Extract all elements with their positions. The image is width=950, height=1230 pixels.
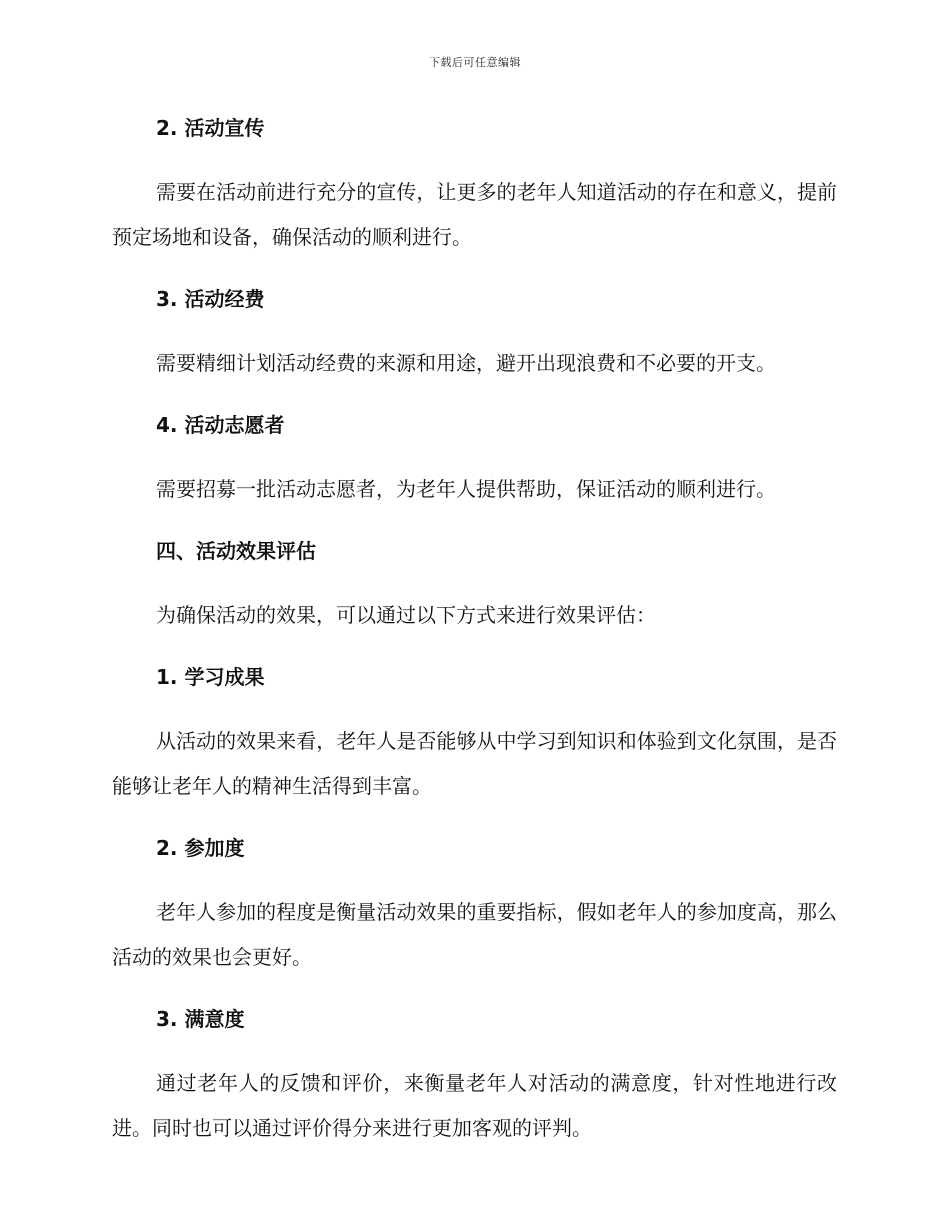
paragraph: 通过老年人的反馈和评价，来衡量老年人对活动的满意度，针对性地进行改进。同时也可以通过评价得分来进行更加客观的评判。 <box>112 1071 837 1140</box>
section-heading: 四、活动效果评估 <box>156 539 316 563</box>
section-heading: 2. 活动宣传 <box>156 116 265 140</box>
section-heading: 4. 活动志愿者 <box>156 413 285 437</box>
paragraph: 需要精细计划活动经费的来源和用途，避开出现浪费和不必要的开支。 <box>156 351 776 375</box>
paragraph: 需要招募一批活动志愿者，为老年人提供帮助，保证活动的顺利进行。 <box>156 477 776 501</box>
section-heading: 2. 参加度 <box>156 836 245 860</box>
paragraph: 为确保活动的效果，可以通过以下方式来进行效果评估： <box>156 603 656 627</box>
section-heading: 3. 活动经费 <box>156 287 265 311</box>
paragraph: 老年人参加的程度是衡量活动效果的重要指标，假如老年人的参加度高，那么活动的效果也会更好。 <box>112 900 837 969</box>
section-heading: 1. 学习成果 <box>156 665 265 689</box>
paragraph: 需要在活动前进行充分的宣传，让更多的老年人知道活动的存在和意义，提前预定场地和设备，确保活动的顺利进行。 <box>112 180 837 249</box>
document-body <box>112 112 837 1151</box>
page-header: 下载后可任意编辑 <box>429 56 521 69</box>
section-heading: 3. 满意度 <box>156 1007 245 1031</box>
paragraph: 从活动的效果来看，老年人是否能够从中学习到知识和体验到文化氛围，是否能够让老年人的精神生活得到丰富。 <box>112 729 837 798</box>
